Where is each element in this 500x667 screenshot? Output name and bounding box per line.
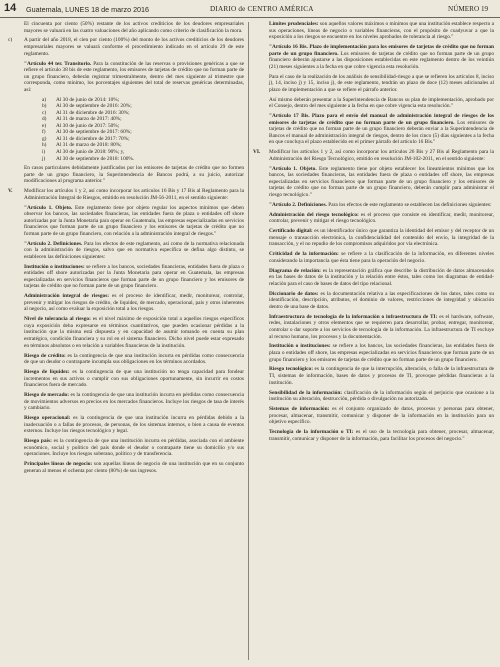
definition-administracion <box>24 293 244 313</box>
definition-text: es el nivel máximo de exposición total a aquellos riesgos específicos cuya exposición deba expresarse en términos cuantitativos, que pueden ocasionar pérdidas a la institución que la misma está dispuesta y en capacidad de asumir tomando en cuenta su plan estratégico, condición financiera y su rol en el sistema financiero. Dicho nivel puede estar expresado en términos absolutos o en relación a variables financieras de la institución. <box>24 316 244 349</box>
schedule-item-text: Al 31 de diciembre de 2017: 70%; <box>56 135 130 142</box>
rt-article-2 <box>269 202 494 209</box>
definition-sensibilidad <box>269 390 494 403</box>
definition-institucion <box>24 264 244 290</box>
special-cases-paragraph: En casos particulares debidamente justificados por los emisores de tarjetas de crédito que no formen parte de un grupo financiero, la Superintendencia de Bancos podrá, a su juicio, autorizar modificaciones al programa anterior." <box>24 165 244 185</box>
page-header <box>0 0 500 18</box>
definition-text: es la contingencia de que una institución incurra en pérdidas debido a la inadecuación o a fallas de procesos, de personas, de los sistemas internos, o bien a causa de eventos externos. Incluye los riesgos tecnológico y legal. <box>24 415 244 435</box>
right-column <box>253 21 494 661</box>
left-column <box>8 21 244 661</box>
definition-text: es el conjunto organizado de datos, procesos y personas para obtener, procesar, almacenar, transmitir, comunicar y disponer de la información en la institución para un objetivo específico. <box>269 405 494 426</box>
definition-text: clasificación de la información según el perjuicio que ocasione a la institución su alteración, destrucción, pérdida o divulgación no autorizada. <box>269 389 494 403</box>
definition-term: Diagrama de relación: <box>269 267 321 274</box>
definition-term: Certificado digital: <box>269 228 313 235</box>
schedule-item-label: b) <box>42 103 47 110</box>
definition-term: Riesgo país: <box>24 438 52 445</box>
definition-diagrama-relacion <box>269 268 494 288</box>
definition-riesgo-liquidez <box>24 369 244 389</box>
definition-text: es el proceso de identificar, medir, monitorear, controlar, prevenir y mitigar los riesgos de crédito, de liquidez, de mercado, operacional, país y otros inherentes al negocio, así como evaluar la exposición total a los riesgos. <box>24 293 244 313</box>
definition-text: es la contingencia de que una institución no tenga capacidad para fondear incrementos en sus activos o cumplir con sus obligaciones oportunamente, sin incurrir en costos financieros fuera de mercado. <box>24 369 244 389</box>
definition-infraestructura-ti <box>269 314 494 340</box>
definition-text: es la contingencia de que la interrupción, alteración, o falla de la infraestructura de TI, sistemas de información, bases de datos y procesos de TI, provoque pérdidas financieras a la institución. <box>269 366 494 386</box>
item-text: Modificar los artículos 1 y 2, así como incorporar los artículos 26 Bis y 27 Bis al Reglamento para la Administración del Riesgo Tecnológico, emitido en resolución JM-102-2011, en el sentido siguiente: <box>269 149 494 162</box>
definition-text: es la contingencia de que una institución incurra en pérdidas como consecuencia de que un deudor o contraparte incumpla sus obligaciones en los términos acordados. <box>24 352 244 366</box>
article-title: "Artículo 1. Objeto. <box>24 204 73 211</box>
definition-criticidad <box>269 251 494 264</box>
item-c <box>8 37 244 57</box>
definition-text: es el hardware, software, redes, instalaciones y otros elementos que se requieren para desarrollar, probar, entregar, monitorear, controlar o dar soporte a los servicios de tecnología de la información. La infraestructura de TI excluye al recurso humano, los procesos y la documentación. <box>269 313 494 340</box>
definition-term: Riesgo tecnológico: <box>269 366 313 373</box>
article-title: "Artículo 17 Bis. Plazo para el envío del manual de administración integral de riesgos de los emisores de tarjetas de crédito que no forman parte de un grupo financiero. <box>269 113 494 126</box>
schedule-item-label: j) <box>42 155 46 162</box>
schedule-item-text: Al 31 de diciembre de 2016: 30%; <box>56 109 130 116</box>
definition-text: es el proceso que consiste en identificar, medir, monitorear, controlar, prevenir y mitigar el riesgo tecnológico. <box>269 211 494 225</box>
definition-term: Riesgo de crédito: <box>24 352 66 359</box>
article-body: Este reglamento tiene por objeto establecer los lineamientos mínimos que los bancos, las sociedades financieras, las entidades fuera de plaza o entidades off shore, las empresas especializadas en servicios financieros que forman parte de un grupo financiero y los emisores de tarjetas de crédito que no forman parte de un grupo financiero, deberán cumplir para administrar el riesgo tecnológico." <box>269 165 494 198</box>
schedule-item-text: Al 30 de septiembre de 2017: 60%; <box>56 129 132 136</box>
article-title: "Artículo 2. Definiciones. <box>269 201 327 208</box>
page-number: 14 <box>4 2 17 14</box>
rt-article-1 <box>269 166 494 199</box>
definition-term: Límites prudenciales: <box>269 21 319 27</box>
article-body: Los emisores de tarjetas de crédito que no forman parte de un grupo financiero deberán ajustarse a las disposiciones establecidas en este reglamento dentro de los veintiún (21) meses siguientes a la fecha en que cobre vigencia esta resolución. <box>269 50 494 70</box>
definition-riesgo-pais <box>24 438 244 458</box>
date-line: Guatemala, LUNES 18 de marzo 2016 <box>26 5 150 14</box>
definition-sistemas-informacion <box>269 406 494 426</box>
schedule-item-label: f) <box>42 129 46 136</box>
article-2 <box>24 241 244 261</box>
article-body: Los emisores de tarjetas de crédito que no forman parte de un grupo financiero deberán enviar a la Superintendencia de Bancos el manual de administración integral de riesgos, dentro de los cinco (5) días siguientes a la fecha en que concluya el plazo establecido en el primer párrafo del artículo 16 Bis." <box>269 119 494 146</box>
definition-adm-riesgo-tecnologico <box>269 212 494 225</box>
intro-paragraph: El cincuenta por ciento (50%) restante de los activos crediticios de los deudores empresariales mayores se valuará en las cuatro valuaciones del año aplicando como criterio de clasificación la mora. <box>24 21 244 34</box>
item-label: V. <box>8 188 13 195</box>
item-vi <box>253 149 494 162</box>
item-text: Modificar los artículos 1 y 2, así como incorporar los artículos 16 Bis y 17 Bis al Reglamento para la Administración Integral de Riesgos, emitido en resolución JM-56-2011, en el sentido siguiente: <box>24 188 244 201</box>
schedule-item-text: Al 30 de junio de 2018: 90%; y, <box>56 149 125 156</box>
definition-institucion-rt <box>269 343 494 363</box>
schedule-item-label: g) <box>42 135 47 142</box>
definition-term: Diccionario de datos: <box>269 290 319 297</box>
definition-text: es la representación gráfica que describe la distribución de datos almacenados en las bases de datos de la institución y la relación entre éstos, tales como los diagramas de entidad-relación para el caso de bases de datos del tipo relacional. <box>269 267 494 287</box>
definition-text: es la contingencia de que una institución incurra en pérdidas, asociada con el ambiente económico, social y político del país donde el deudor o contraparte tiene su domicilio y/o sus operaciones. Incluye los riesgos soberano, político y de transferencia. <box>24 438 244 458</box>
definition-limites <box>269 21 494 41</box>
definition-text: son aquellos valores máximos o mínimos que una institución establece respecto a sus operaciones, líneas de negocio o variables financieras, con el propósito de coadyuvar a que la exposición a los riesgos se encuentre en los niveles aprobados de tolerancia al riesgo." <box>269 21 494 41</box>
definition-term: Sensibilidad de la información: <box>269 389 343 396</box>
definition-text: se refiere a los bancos, las sociedades financieras, las entidades fuera de plaza o entidades off shore, las empresas especializadas en servicios financieros que forman parte de un grupo financiero y los emisores de tarjetas de crédito que no forman parte de un grupo financiero. <box>269 343 494 363</box>
definition-term: Riesgo de liquidez: <box>24 369 70 375</box>
definition-term: Tecnología de la información o TI: <box>269 429 354 436</box>
definition-lineas-negocio <box>24 461 244 474</box>
definition-riesgo-tecnologico <box>269 366 494 386</box>
schedule-item-text: Al 30 de septiembre de 2016: 20%; <box>56 103 132 110</box>
article-title: "Artículo 44 ter. Transitorio. <box>24 60 92 67</box>
schedule-item-text: Al 30 de junio de 2014: 10%; <box>56 96 120 103</box>
item-label: VI. <box>253 149 261 156</box>
article-16-bis <box>269 44 494 70</box>
column-divider <box>248 22 249 660</box>
definition-certificado-digital <box>269 228 494 248</box>
definition-text: son aquellas líneas de negocio de una institución que en su conjunto generan al menos el ochenta por ciento (80%) de sus ingresos. <box>24 461 244 474</box>
definition-term: Criticidad de la información: <box>269 251 339 258</box>
schedule-item-text: Al 30 de junio de 2017: 50%; <box>56 122 120 129</box>
item-v <box>8 188 244 201</box>
article-body: Este reglamento tiene por objeto regular los aspectos mínimos que deben observar los bancos, las sociedades financieras, las entidades fuera de plaza o entidades off shore autorizadas por la Junta Monetaria para operar en Guatemala, las empresas especializadas en servicios financieros que forman parte de un grupo financiero y los emisores de tarjetas de crédito que no forman parte de un grupo financiero, con relación a la administración integral de riesgos." <box>24 204 244 237</box>
definition-term: Administración integral de riesgos: <box>24 293 110 300</box>
definition-term: Administración del riesgo tecnológico: <box>269 211 359 218</box>
article-17-bis <box>269 113 494 146</box>
definition-riesgo-mercado <box>24 392 244 412</box>
definition-riesgo-operacional <box>24 415 244 435</box>
article-title: "Artículo 2. Definiciones. <box>24 240 83 247</box>
definition-term: Sistemas de información: <box>269 405 330 412</box>
definition-term: Riesgo operacional: <box>24 415 71 422</box>
definition-text: es la documentación relativa a las especificaciones de los datos, tales como su identificación, descripción, atributos, el dominio de valores, restricciones de integridad y ubicación dentro de una base de datos. <box>269 290 494 310</box>
article-body: Para los efectos de este reglamento, así como de la normativa relacionada con la administración de riesgos, salvo que en normativa específica se defina algo distinto, se establecen las definiciones siguientes: <box>24 240 244 260</box>
article-body: Para los efectos de este reglamento se establecen las definiciones siguientes: <box>328 201 492 208</box>
article-title: "Artículo 16 Bis. Plazo de implementación para los emisores de tarjetas de crédito que no forman parte de un grupo financiero. <box>269 44 494 57</box>
definition-term: Riesgo de mercado: <box>24 392 69 399</box>
definition-text: se refiere a la clasificación de la información, en diferentes niveles considerando la importancia que ésta tiene para la operación del negocio. <box>269 251 494 264</box>
definition-term: Infraestructura de tecnología de la información o infraestructura de TI: <box>269 313 438 320</box>
definition-term: Institución o instituciones: <box>24 263 85 270</box>
article-16-bis-p2: Para el caso de la realización de los análisis de sensibilidad-riesgo a que se refieren los artículos 8, inciso j), 14, inciso j) y 15, inciso j), de este reglamento, tendrán un plazo de doce (12) meses adicionales al plazo de implementación a que se refiere el párrafo anterior. <box>269 73 494 93</box>
definition-term: Institución o instituciones: <box>269 343 331 350</box>
schedule-item-text: Al 31 de marzo de 2018: 80%; <box>56 142 122 149</box>
article-body: Para la constitución de las reservas o provisiones genéricas a que se refiere el artículo 38 bis de este reglamento, los emisores de tarjetas de crédito que no forman parte de un grupo financiero, deberán registrar trimestralmente, dentro del mes siguiente al trimestre que corresponda, como mínimo, los porcentajes siguientes del total de reservas genéricas determinadas, así: <box>24 60 244 93</box>
schedule-item-label: d) <box>42 116 47 123</box>
definition-text: es un identificador único que garantiza la identidad del emisor y del receptor de un mensaje o transacción electrónica, la confidencialidad del contenido del envío, la integridad de la transacción, y el no repudio de los compromisos adquiridos por vía electrónica. <box>269 228 494 248</box>
schedule-item-label: h) <box>42 142 47 149</box>
definition-tecnologia-informacion <box>269 429 494 442</box>
definition-diccionario-datos <box>269 291 494 311</box>
article-1 <box>24 205 244 238</box>
definition-text: es el uso de la tecnología para obtener, procesar, almacenar, transmitir, comunicar y disponer de la información, para facilitar los procesos del negocio." <box>269 429 494 442</box>
schedule-item-label: a) <box>42 96 47 103</box>
article-title: "Artículo 1. Objeto. <box>269 165 317 172</box>
schedule-item <box>42 156 244 163</box>
definition-term: Principales líneas de negocio: <box>24 461 93 468</box>
article-44-ter <box>24 61 244 94</box>
schedule-item-text: Al 31 de marzo de 2017: 40%; <box>56 116 122 123</box>
definition-text: se refiere a los bancos, sociedades financieras, entidades fuera de plaza o entidades off shore autorizadas por la Junta Monetaria para operar en Guatemala, las empresas especializadas en servicios financieros que forman parte de un grupo financiero y los emisores de tarjetas de crédito que no forman parte de un grupo financiero. <box>24 263 244 290</box>
definition-nivel-tolerancia <box>24 316 244 349</box>
definition-text: es la contingencia de que una institución incurra en pérdidas como consecuencia de movimientos adversos en precios en los mercados financieros. Incluye los riesgos de tasa de interés y cambiario. <box>24 392 244 412</box>
definition-term: Nivel de tolerancia al riesgo: <box>24 316 91 323</box>
schedule-item-text: Al 30 de septiembre de 2018: 100%. <box>56 155 135 162</box>
schedule-item-label: c) <box>42 109 47 116</box>
schedule-item-label: e) <box>42 122 47 129</box>
publication-name: DIARIO de CENTRO AMÉRICA <box>210 5 314 13</box>
article-16-bis-p3: Así mismo deberán presentar a la Superintendencia de Bancos su plan de implementación, aprobado por el Consejo, dentro del mes siguiente a la fecha en que cobre vigencia esta resolución." <box>269 96 494 110</box>
reserve-schedule-list <box>42 97 244 162</box>
schedule-item-label: i) <box>42 149 46 156</box>
item-label: c) <box>8 37 13 44</box>
issue-number: NÚMERO 19 <box>448 5 489 13</box>
definition-riesgo-credito <box>24 353 244 366</box>
item-text: A partir del año 2018, el cien por ciento (100%) del monto de los activos crediticios de los deudores empresariales mayores se valuará conforme el procedimiento indicado en el artículo 29 de este reglamento. <box>24 37 244 57</box>
